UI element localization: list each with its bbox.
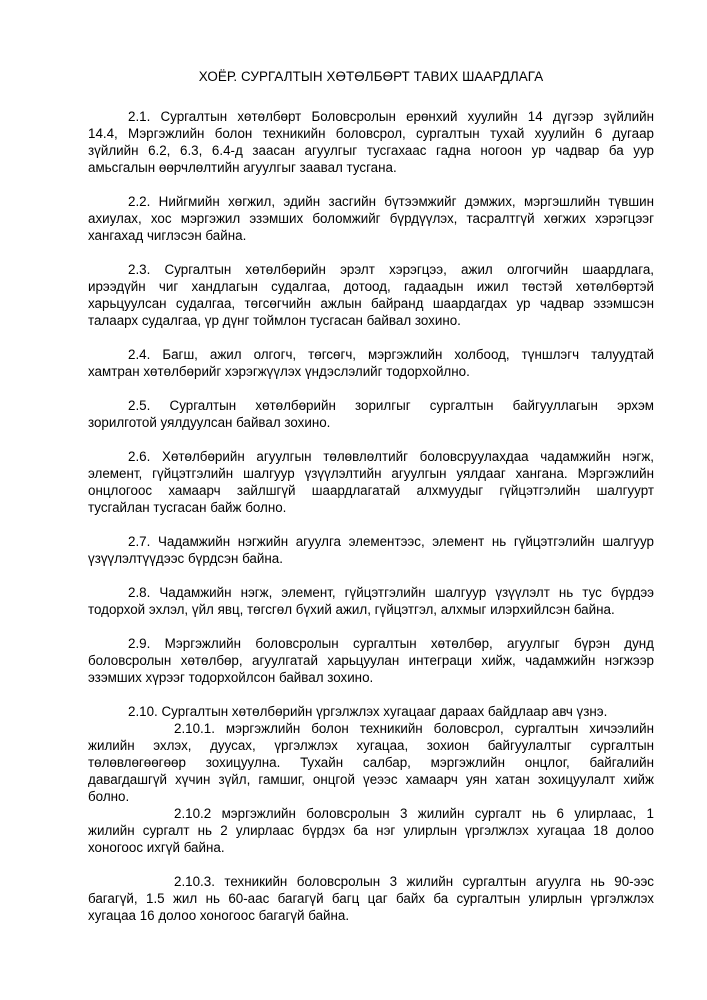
subparagraph-2-10-1 <box>88 720 654 805</box>
paragraph-8 <box>88 584 654 618</box>
paragraph-1 <box>88 108 654 176</box>
paragraph-6-line: элемент, гүйцэтгэлийн шалгуур үзүүлэлтийн агуулгын уялдааг хангана. Мэргэжлийн <box>88 466 654 481</box>
paragraph-7-line: үзүүлэлтүүдээс бүрдсэн байна. <box>88 551 283 566</box>
paragraph-9 <box>88 635 654 686</box>
paragraph-6 <box>88 448 654 516</box>
paragraph-5 <box>88 397 654 431</box>
paragraph-7 <box>88 533 654 567</box>
subparagraph-2-10-3-line: хугацаа 16 долоо хоногоос багагүй байна. <box>88 908 350 923</box>
paragraph-2 <box>88 193 654 244</box>
paragraph-3-line: ирээдүйн чиг хандлагын судалгаа, дотоод, гадаадын ижил төстэй хөтөлбөртэй <box>88 279 654 294</box>
paragraph-3-line: талаарх судалгаа, үр дүнг тоймлон тусгасан байвал зохино. <box>88 313 461 328</box>
paragraph-2-line: хангахад чиглэсэн байна. <box>88 228 247 243</box>
paragraph-2-line: ахиулах, хос мэргэжил эзэмших боломжийг бүрдүүлэх, тасралтгүй хөгжих хэрэгцээг <box>88 211 654 226</box>
subparagraph-2-10-1-line: болно. <box>88 789 130 804</box>
paragraph-9-line: эзэмших хүрээг тодорхойлсон байвал зохино. <box>88 670 374 685</box>
paragraph-6-line: онцлогоос хамаарч зайлшгүй шаардлагатай алхмуудыг гүйцэтгэлийн шалгуурт <box>88 483 654 498</box>
paragraph-1-line: 2.1. Сургалтын хөтөлбөрт Боловсролын ерөнхий хуулийн 14 дүгээр зүйлийн <box>128 109 654 124</box>
paragraph-3-line: харьцуулсан судалгаа, төгсөгчийн ажлын байранд шаардагдах ур чадвар эзэмшсэн <box>88 296 654 311</box>
subparagraph-2-10-2-line: хоногоос ихгүй байна. <box>88 840 225 855</box>
subparagraph-2-10-2-line: 2.10.2 мэргэжлийн боловсролын 3 жилийн сургалт нь 6 улирлаас, 1 <box>174 806 654 821</box>
subparagraph-2-10-1-line: төлөвлөгөөгөөр зохицуулна. Тухайн салбар, мэргэжлийн онцлог, байгалийн <box>88 755 654 770</box>
subparagraph-2-10-3-line: 2.10.3. техникийн боловсролын 3 жилийн сургалтын агуулга нь 90-ээс <box>174 874 654 889</box>
subparagraph-2-10-2 <box>88 805 654 856</box>
paragraph-3 <box>88 261 654 329</box>
paragraph-9-line: 2.9. Мэргэжлийн боловсролын сургалтын хөтөлбөр, агуулгыг бүрэн дунд <box>128 636 654 651</box>
subparagraph-2-10-1-line: жилийн эхлэх, дуусах, үргэлжлэх хугацаа, зохион байгуулалтыг сургалтын <box>88 738 654 753</box>
subparagraph-2-10-2-line: жилийн сургалт нь 2 улирлаас бүрдэх ба нэг улирлын үргэлжлэх хугацаа 18 долоо <box>88 823 654 838</box>
subparagraph-2-10-3-line: багагүй, 1.5 жил нь 60-аас багагүй багц цаг байх ба сургалтын улирлын үргэлжлэх <box>88 891 654 906</box>
paragraph-9-line: боловсролын хөтөлбөр, агуулгатай харьцуулан интеграци хийж, чадамжийн нэгжээр <box>88 653 654 668</box>
paragraph-2-10-intro-line: 2.10. Сургалтын хөтөлбөрийн үргэлжлэх хугацааг дараах байдлаар авч үзнэ. <box>128 704 608 719</box>
paragraph-1-line: 14.4, Мэргэжлийн болон техникийн боловсрол, сургалтын тухай хуулийн 6 дугаар <box>88 126 654 141</box>
paragraph-4 <box>88 346 654 380</box>
paragraph-2-10-intro <box>88 703 654 720</box>
paragraph-6-line: тусгайлан тусгасан байж болно. <box>88 500 287 515</box>
paragraph-1-line: амьсгалын өөрчлөлтийн агуулгыг заавал тусгана. <box>88 160 397 175</box>
subparagraph-2-10-1-line: 2.10.1. мэргэжлийн болон техникийн боловсрол, сургалтын хичээлийн <box>174 721 654 736</box>
paragraph-5-line: зорилготой уялдуулсан байвал зохино. <box>88 415 331 430</box>
paragraph-6-line: 2.6. Хөтөлбөрийн агуулгын төлөвлөлтийг боловсруулахдаа чадамжийн нэгж, <box>128 449 654 464</box>
paragraph-3-line: 2.3. Сургалтын хөтөлбөрийн эрэлт хэрэгцээ, ажил олгогчийн шаардлага, <box>128 262 654 277</box>
paragraph-8-line: тодорхой эхлэл, үйл явц, төгсгөл бүхий ажил, гүйцэтгэл, алхмыг илэрхийлсэн байна. <box>88 602 615 617</box>
paragraph-4-line: 2.4. Багш, ажил олгогч, төгсөгч, мэргэжлийн холбоод, түншлэгч талуудтай <box>128 347 654 362</box>
paragraph-1-line: зүйлийн 6.2, 6.3, 6.4-д заасан агуулгыг тусгахаас гадна ногоон ур чадвар ба уур <box>88 143 654 158</box>
section-title: ХОЁР. СУРГАЛТЫН ХӨТӨЛБӨРТ ТАВИХ ШААРДЛАГА <box>198 69 544 84</box>
paragraph-2-line: 2.2. Нийгмийн хөгжил, эдийн засгийн бүтээмжийг дэмжих, мэргэшлийн түвшин <box>128 194 654 209</box>
paragraph-4-line: хамтран хөтөлбөрийг хэрэгжүүлэх үндэслэлийг тодорхойлно. <box>88 364 470 379</box>
subparagraph-2-10-1-line: давагдашгүй хүчин зүйл, гамшиг, онцгой үеээс хамаарч уян хатан зохицуулалт хийж <box>88 772 654 787</box>
document-page <box>88 68 654 941</box>
subparagraph-2-10-3 <box>88 873 654 924</box>
paragraph-5-line: 2.5. Сургалтын хөтөлбөрийн зорилгыг сургалтын байгууллагын эрхэм <box>128 398 654 413</box>
paragraph-8-line: 2.8. Чадамжийн нэгж, элемент, гүйцэтгэлийн шалгуур үзүүлэлт нь тус бүрдээ <box>128 585 654 600</box>
paragraph-7-line: 2.7. Чадамжийн нэгжийн агуулга элементээс, элемент нь гүйцэтгэлийн шалгуур <box>128 534 654 549</box>
